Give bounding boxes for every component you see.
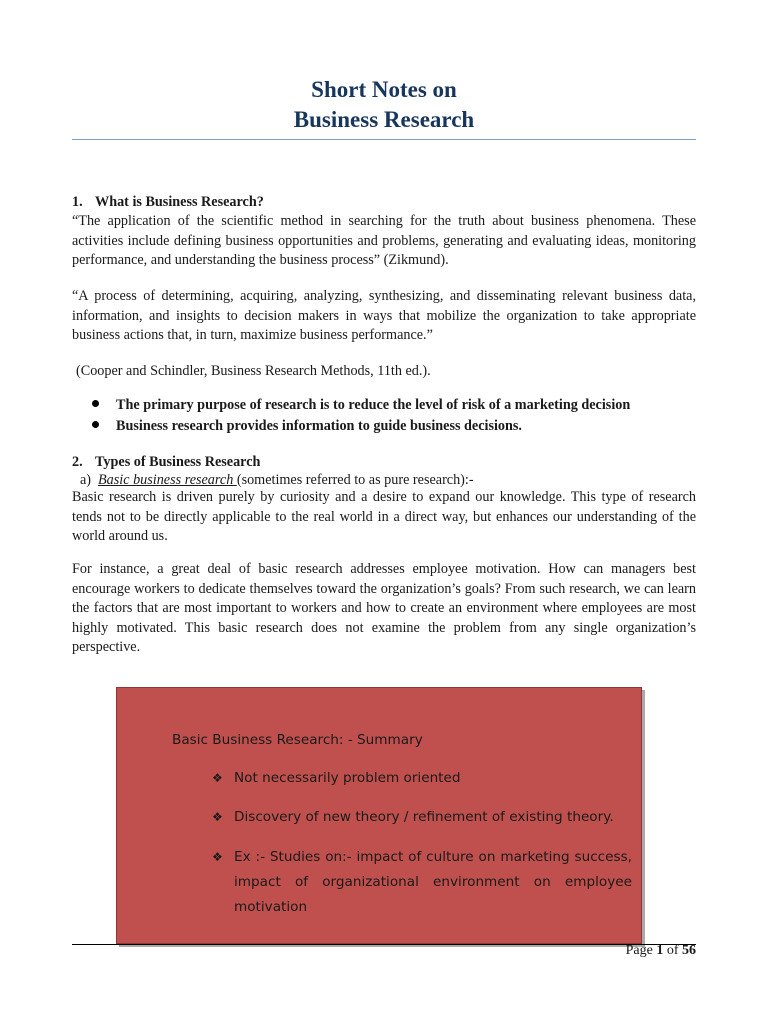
page-of: of (666, 943, 679, 958)
bullet-item (92, 395, 630, 415)
summary-item (212, 805, 632, 830)
section1-quote1: “The application of the scientific method in searching for the truth about business phenomena. These activities include defining business opportunities and problems, generating and evaluating ideas, monitoring performance, and understanding the business process” (Zikmund). (72, 213, 696, 268)
bullet-dot-icon (92, 421, 99, 428)
page-title-line2: Business Research (293, 107, 475, 132)
section2-para1: Basic research is driven purely by curiosity and a desire to expand our knowledge. This type of research tends not to be directly applicable to the real world in a direct way, but enhances our understanding of the world around us. (72, 489, 696, 544)
section1-citation: (Cooper and Schindler, Business Research Methods, 11th ed.). (76, 363, 431, 379)
page-number (626, 943, 696, 959)
summary-item-text: Discovery of new theory / refinement of existing theory. (234, 809, 614, 825)
section1-number: 1. (72, 194, 83, 210)
bullet-dot-icon (92, 400, 99, 407)
page-label: Page (625, 943, 653, 958)
footer-rule (72, 944, 696, 945)
section1-quote2: “A process of determining, acquiring, analyzing, synthesizing, and disseminating relevant business data, information, and insights to decision makers in ways that mobilize the organization to take appropriate business actions that, in turn, maximize business performance.” (72, 288, 696, 343)
section2-number: 2. (72, 454, 83, 470)
sub-a-letter: a) (80, 472, 92, 488)
page-total: 56 (682, 943, 696, 958)
summary-title: Basic Business Research: - Summary (172, 732, 423, 748)
diamond-bullet-icon: ❖ (212, 771, 223, 785)
section1-heading-text: What is Business Research? (95, 194, 264, 210)
section2-para2: For instance, a great deal of basic research addresses employee motivation. How can managers best encourage workers to dedicate themselves toward the organization’s goals? From such research, we can learn the factors that are most important to workers and how to create an environment where employees are most highly motivated. This basic research does not examine the problem from any single organization’s perspective. (72, 561, 696, 655)
title-divider (72, 139, 696, 140)
page-title-line1: Short Notes on (311, 77, 457, 102)
section2-heading-text: Types of Business Research (95, 454, 261, 470)
bullet-text: Business research provides information to guide business decisions. (116, 418, 522, 434)
section1-heading (72, 193, 696, 213)
diamond-bullet-icon: ❖ (212, 850, 223, 864)
page-current: 1 (656, 943, 664, 958)
sub-a-rest: (sometimes referred to as pure research):- (236, 472, 474, 488)
bullet-item (92, 416, 522, 436)
summary-item (212, 845, 632, 920)
bullet-text: The primary purpose of research is to reduce the level of risk of a marketing decision (116, 397, 631, 413)
section2-heading (72, 453, 696, 473)
summary-item-text: Not necessarily problem oriented (234, 770, 461, 786)
summary-item-text: Ex :- Studies on:- impact of culture on marketing success, impact of organizational environment on employee motivation (234, 849, 632, 915)
sub-a-term: Basic business research (98, 472, 237, 488)
diamond-bullet-icon: ❖ (212, 810, 223, 824)
summary-box (116, 687, 642, 944)
summary-item (212, 766, 632, 791)
